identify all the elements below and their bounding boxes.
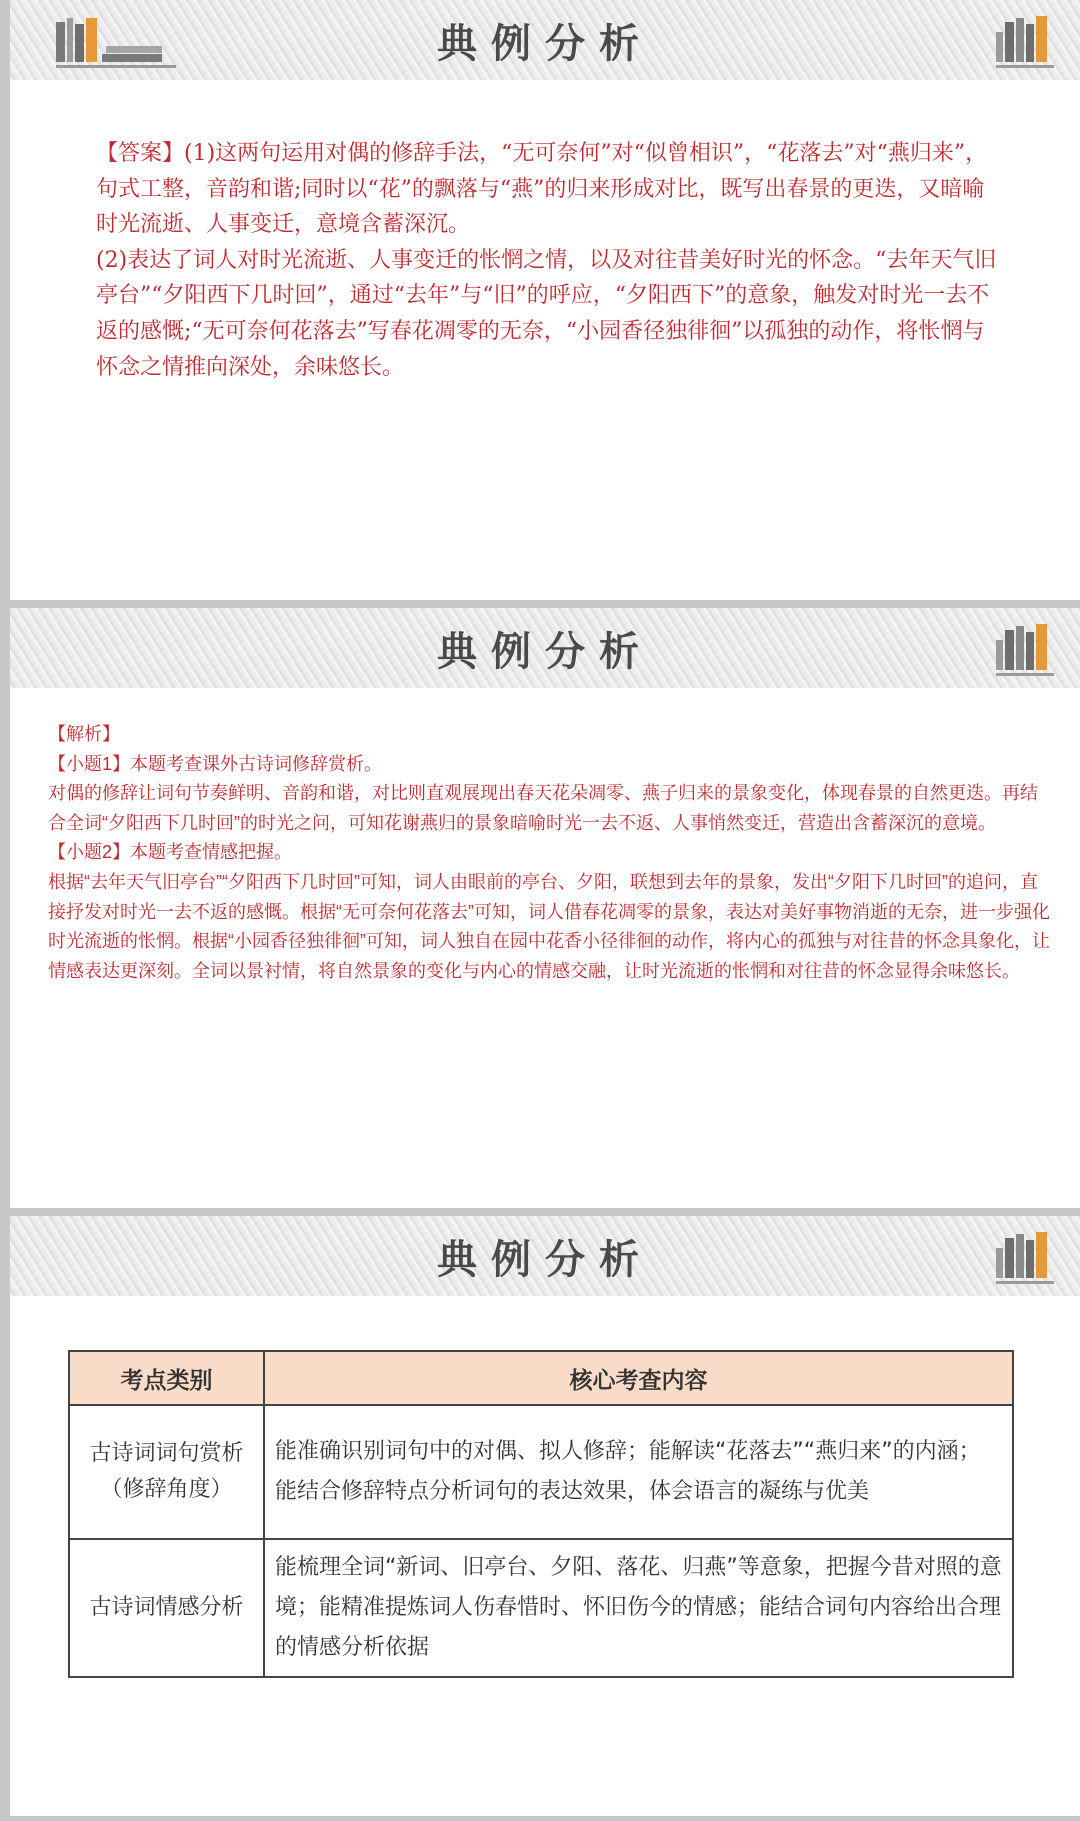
slide-analysis xyxy=(10,608,1080,1208)
category-line-1: 古诗词情感分析 xyxy=(89,1595,244,1620)
table-header-content: 核心考查内容 xyxy=(264,1351,1013,1405)
page-title: 典例分析 xyxy=(437,629,653,675)
table-row xyxy=(69,1539,1013,1677)
exam-points-table xyxy=(68,1350,1014,1678)
answer-paragraph-1: 【答案】(1)这两句运用对偶的修辞手法，“无可奈何”对“似曾相识”，“花落去”对“燕归来”，句式工整，音韵和谐;同时以“花”的飘落与“燕”的归来形成对比，既写出春景的更迭，又暗喻时光流逝、人事变迁，意境含蓄深沉。 xyxy=(96,141,988,238)
analysis-text xyxy=(48,720,1050,986)
table-cell-content: 能准确识别词句中的对偶、拟人修辞；能解读“花落去”“燕归来”的内涵；能结合修辞特点分析词句的表达效果，体会语言的凝练与优美 xyxy=(264,1405,1013,1539)
table-row xyxy=(69,1405,1013,1539)
answer-paragraph-2: (2)表达了词人对时光流逝、人事变迁的怅惘之情，以及对往昔美好时光的怀念。“去年天气旧亭台”“夕阳西下几时回”，通过“去年”与“旧”的呼应，“夕阳西下”的意象，触发对时光一去不返的感慨;“无可奈何花落去”写春花凋零的无奈，“小园香径独徘徊”以孤独的动作，将怅惘与怀念之情推向深处，余味悠长。 xyxy=(96,247,997,380)
table-cell-content: 能梳理全词“新词、旧亭台、夕阳、落花、归燕”等意象，把握今昔对照的意境；能精准提炼词人伤春惜时、怀旧伤今的情感；能结合词句内容给出合理的情感分析依据 xyxy=(264,1539,1013,1677)
question-2-text: 根据“去年天气旧亭台”“夕阳西下几时回”可知，词人由眼前的亭台、夕阳，联想到去年的景象，发出“夕阳下几时回”的追问，直接抒发对时光一去不返的感慨。根据“无可奈何花落去”可知，词人借春花凋零的景象，表达对美好事物消逝的无奈，进一步强化时光流逝的怅惘。根据“小园香径独徘徊”可知，词人独自在园中花香小径徘徊的动作，将内心的孤独与对往昔的怀念具象化，让情感表达更深刻。全词以景衬情，将自然景象的变化与内心的情感交融，让时光流逝的怅惘和对往昔的怀念显得余味悠长。 xyxy=(48,871,1050,981)
analysis-label: 【解析】 xyxy=(48,724,120,744)
books-icon xyxy=(996,18,1054,68)
table-header-row xyxy=(69,1351,1013,1405)
table-cell-category xyxy=(69,1405,264,1539)
slide-table xyxy=(10,1216,1080,1816)
question-1-text: 对偶的修辞让词句节奏鲜明、音韵和谐，对比则直观展现出春天花朵凋零、燕子归来的景象变化，体现春景的自然更迭。再结合全词“夕阳西下几时回”的时光之问，可知花谢燕归的景象暗喻时光一去不返、人事悄然变迁，营造出含蓄深沉的意境。 xyxy=(48,783,1038,833)
category-line-2: （修辞角度） xyxy=(100,1477,233,1502)
question-1-title: 【小题1】本题考查课外古诗词修辞赏析。 xyxy=(48,753,383,774)
table-header-category: 考点类别 xyxy=(69,1351,264,1405)
question-2-title: 【小题2】本题考查情感把握。 xyxy=(48,842,293,863)
slide-header xyxy=(10,1216,1080,1296)
books-icon xyxy=(996,626,1054,676)
slide-header xyxy=(10,608,1080,688)
books-icon xyxy=(996,1234,1054,1284)
page-title: 典例分析 xyxy=(437,21,653,67)
table-cell-category xyxy=(69,1539,264,1677)
slide-header xyxy=(10,0,1080,80)
answer-text xyxy=(96,136,1000,385)
page-title: 典例分析 xyxy=(437,1237,653,1283)
slide-answer xyxy=(10,0,1080,600)
category-line-1: 古诗词词句赏析 xyxy=(89,1441,244,1466)
